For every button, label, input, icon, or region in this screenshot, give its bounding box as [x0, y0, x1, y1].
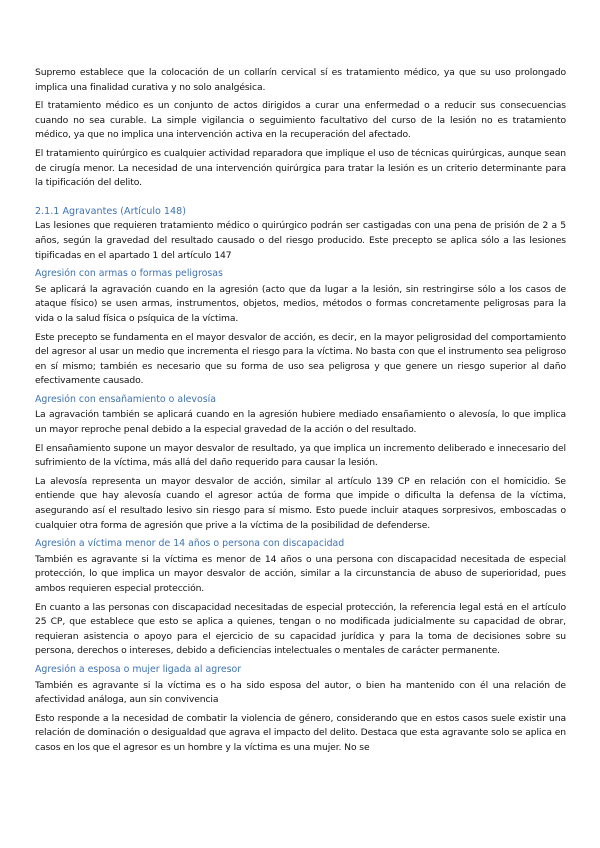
armas-paragraph-1: Se aplicará la agravación cuando en la agresión (acto que da lugar a la lesión, sin restringirse sólo a los casos de ataque físico) se usen armas, instrumentos, objetos, medios, métodos o formas concretamente peligrosas para la vida o la salud física o psíquica de la víctima. — [35, 283, 566, 324]
menor-paragraph-1: También es agravante si la víctima es menor de 14 años o una persona con discapacidad necesitada de especial protección, lo que implica un mayor desvalor de acción, similar a la circunstancia de abuso de superioridad, pues ambos requieren especial protección. — [35, 553, 566, 594]
menor-paragraph-2: En cuanto a las personas con discapacidad necesitadas de especial protección, la referencia legal está en el artículo 25 CP, que establece que esto se aplica a quienes, tengan o no modificada judicialmente su capacidad de obrar, requieran asistencia o apoyo para el ejercicio de su capacidad jurídica y para la toma de decisiones sobre su persona, derechos o intereses, debido a deficiencias intelectuales o mentales de carácter permanente. — [35, 601, 566, 657]
ensanamiento-paragraph-1: La agravación también se aplicará cuando en la agresión hubiere mediado ensañamiento o alevosía, lo que implica un mayor reproche penal debido a la especial gravedad de la acción o del resultado. — [35, 409, 566, 436]
subheading-menor: Agresión a víctima menor de 14 años o persona con discapacidad — [35, 538, 345, 550]
section-heading-agravantes: 2.1.1 Agravantes (Artículo 148) — [35, 205, 186, 217]
armas-paragraph-2: Este precepto se fundamenta en el mayor desvalor de acción, es decir, en la mayor peligrosidad del comportamiento del agresor al usar un medio que incrementa el riesgo para la víctima. No basta con que el instrumento sea peligroso en sí mismo; también es necesario que su forma de uso sea peligrosa y que genere un riesgo superior al daño efectivamente causado. — [35, 331, 566, 387]
esposa-paragraph-1: También es agravante si la víctima es o ha sido esposa del autor, o bien ha mantenido con él una relación de afectividad análoga, aun sin convivencia — [35, 679, 566, 706]
intro-paragraph-2: El tratamiento médico es un conjunto de actos dirigidos a curar una enfermedad o a reducir sus consecuencias cuando no sea curable. La simple vigilancia o seguimiento facultativo del curso de la lesión no es tratamiento médico, ya que no implica una intervención activa en la recuperación del afectado. — [35, 100, 566, 141]
section-intro-paragraph: Las lesiones que requieren tratamiento médico o quirúrgico podrán ser castigadas con una pena de prisión de 2 a 5 años, según la gravedad del resultado causado o del riesgo producido. Este precepto se aplica sólo a las lesiones tipificadas en el apartado 1 del artículo 147 — [35, 220, 566, 261]
intro-paragraph-1: Supremo establece que la colocación de un collarín cervical sí es tratamiento médico, ya que su uso prolongado implica una finalidad curativa y no solo analgésica. — [35, 67, 566, 93]
intro-paragraph-3: El tratamiento quirúrgico es cualquier actividad reparadora que implique el uso de técnicas quirúrgicas, aunque sean de cirugía menor. La necesidad de una intervención quirúrgica para tratar la lesión es un criterio determinante para la tipificación del delito. — [35, 147, 566, 189]
subheading-esposa: Agresión a esposa o mujer ligada al agresor — [35, 663, 242, 675]
subheading-armas: Agresión con armas o formas peligrosas — [35, 268, 223, 280]
ensanamiento-paragraph-2: El ensañamiento supone un mayor desvalor de resultado, ya que implica un incremento deliberado e innecesario del sufrimiento de la víctima, más allá del daño requerido para causar la lesión. — [35, 442, 566, 469]
esposa-paragraph-2: Esto responde a la necesidad de combatir la violencia de género, considerando que en estos casos suele existir una relación de dominación o desigualdad que agrava el impacto del delito. Destaca que esta agravante solo se aplica en casos en los que el agresor es un hombre y la víctima es una mujer. No se — [35, 712, 566, 753]
page-content — [35, 66, 566, 760]
ensanamiento-paragraph-3: La alevosía representa un mayor desvalor de acción, similar al artículo 139 CP en relación con el homicidio. Se entiende que hay alevosía cuando el agresor actúa de forma que impide o dificulta la defensa de la víctima, asegurando así el resultado lesivo sin riesgo para sí mismo. Esto puede incluir ataques sorpresivos, emboscadas o cualquier otra forma de agresión que prive a la víctima de la posibilidad de defenderse. — [35, 475, 566, 531]
subheading-ensanamiento: Agresión con ensañamiento o alevosía — [35, 393, 216, 405]
